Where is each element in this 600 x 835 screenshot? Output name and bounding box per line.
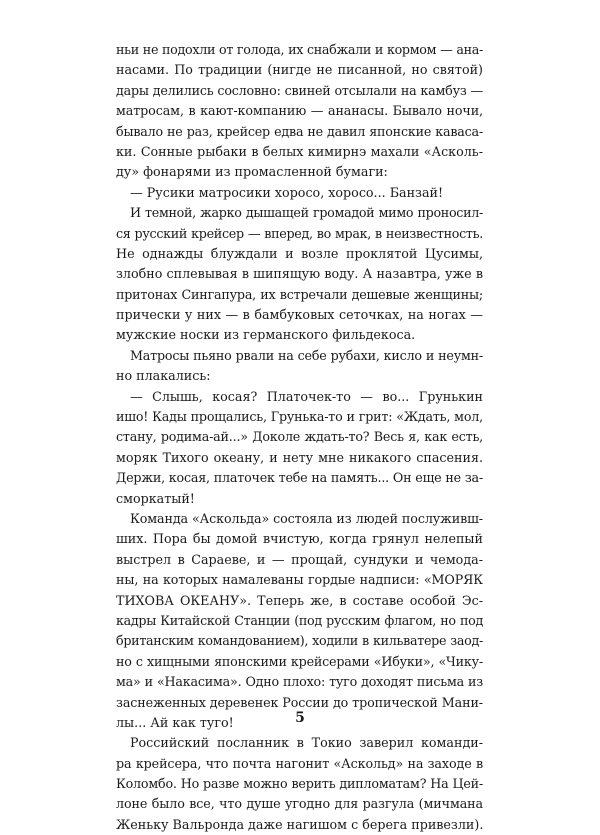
text-line: насами. По традиции (нигде не писанной, но святой) — [116, 62, 483, 78]
text-line: мужские носки из германского фильдекоса. — [116, 327, 416, 343]
text-line: бывало не раз, крейсер едва не давил японские каваса- — [116, 123, 483, 139]
text-line: И темной, жарко дышащей громадой мимо проносил- — [130, 205, 483, 221]
text-line: но с хищными японскими крейсерами «Ибуки», «Чику- — [116, 653, 483, 669]
text-line: Держи, косая, платочек тебе на память... Он еще не за- — [116, 470, 483, 486]
text-line: Российский посланник в Токио заверил команди- — [130, 735, 483, 751]
text-line: ки. Сонные рыбаки в белых кимирнэ махали «Асколь- — [116, 143, 483, 159]
text-line: злобно сплевывая в шипящую воду. А назавтра, уже в — [116, 266, 483, 282]
text-line: ра крейсера, что почта нагонит «Аскольд» на заходе в — [116, 755, 483, 771]
text-line: Матросы пьяно рвали на себе рубахи, кисло и неумн- — [130, 347, 483, 363]
text-line: сморкатый! — [116, 490, 195, 506]
text-line: но плакались: — [116, 368, 211, 384]
text-line: ся русский крейсер — вперед, во мрак, в неизвестность. — [116, 225, 483, 241]
text-line: лы... Ай как туго! — [116, 714, 234, 730]
text-line: дары делились сословно: свиней отсылали на камбуз — — [116, 82, 483, 98]
text-line: ньи не подохли от голода, их снабжали и кормом — ана- — [116, 42, 483, 57]
text-line: ТИХОВА ОКЕАНУ». Теперь же, в составе особой Эс- — [116, 592, 483, 608]
text-line: прически у них — в бамбуковых сеточках, на ногах — — [116, 307, 483, 323]
text-line: ших. Пора бы домой вчистую, когда грянул нелепый — [116, 531, 483, 547]
text-line: притонах Сингапура, их встречали дешевые женщины; — [116, 286, 483, 302]
page-number: 5 — [295, 710, 305, 726]
text-line: Коломбо. Но разве можно верить дипломатам? На Цей- — [116, 776, 483, 792]
text-line: лоне было все, что душе угодно для разгула (мичмана — [116, 796, 483, 812]
text-line: Не однажды блуждали и возле проклятой Цусимы, — [116, 245, 483, 261]
text-line: — Слышь, косая? Платочек-то — во... Грунькин — [130, 388, 483, 404]
text-line: — Русики матросики хоросо, хоросо... Банзай! — [130, 184, 444, 200]
text-line: матросам, в кают-компанию — ананасы. Бывало ночи, — [116, 103, 483, 119]
text-line: кадры Китайской Станции (под русским флагом, но под — [116, 612, 483, 628]
text-line: стану, родима-ай...» Доколе ждать-то? Весь я, как есть, — [116, 429, 483, 445]
text-line: ду» фонарями из промасленной бумаги: — [116, 164, 388, 180]
text-line: Команда «Аскольда» состояла из людей послуживш- — [130, 510, 483, 526]
text-line: Женьку Вальронда даже нагишом с берега привезли). — [116, 816, 484, 832]
text-line: британским командованием), ходили в кильватере заод- — [116, 633, 483, 649]
text-line: выстрел в Сараеве, и — прощай, сундуки и чемода- — [116, 551, 483, 567]
text-line: ма» и «Накасима». Одно плохо: туго доходят письма из — [116, 674, 483, 690]
text-line: ны, на которых намалеваны гордые надписи: «МОРЯК — [116, 572, 483, 588]
text-line: ишо! Кады прощались, Грунька-то и грит: «Ждать, мол, — [116, 409, 483, 425]
text-line: заснеженных деревенек России до тропической Мани- — [116, 694, 483, 710]
text-line: моряк Тихого океану, и нету мне никакого спасения. — [116, 449, 483, 465]
